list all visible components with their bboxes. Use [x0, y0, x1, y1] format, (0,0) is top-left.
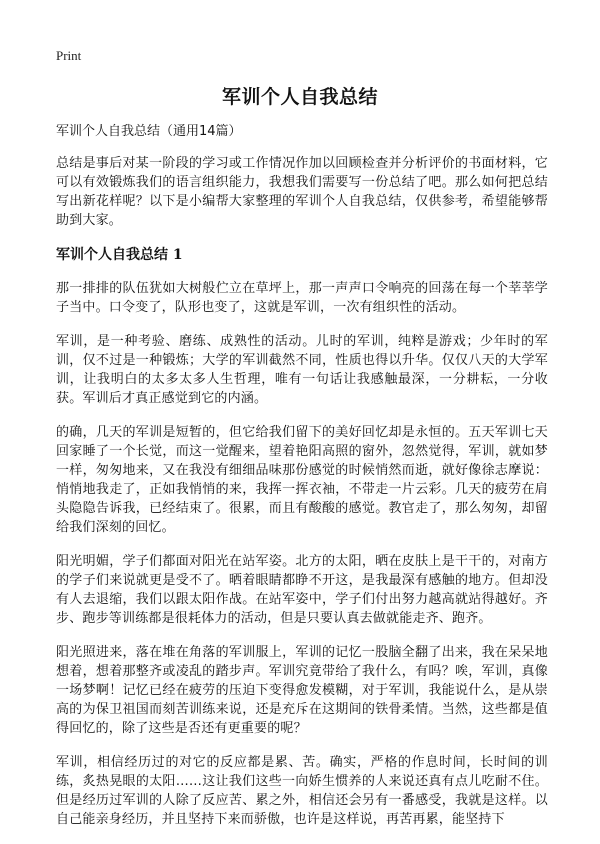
document-subtitle: 军训个人自我总结（通用14篇）	[56, 124, 242, 139]
intro-paragraph: 总结是事后对某一阶段的学习或工作情况作加以回顾检查并分析评价的书面材料，它可以有效锻炼我们的语言组织能力，我想我们需要写一份总结了吧。那么如何把总结写出新花样呢？以下是小编帮大家整理的军训个人自我总结，仅供参考，希望能够帮助到大家。	[56, 156, 548, 228]
body-paragraph: 阳光照进来，落在堆在角落的军训服上，军训的记忆一股脑全翻了出来，我在呆呆地想着，想着那整齐或凌乱的踏步声。军训究竟带给了我什么，有吗？唉，军训，真像一场梦啊！记忆已经在疲劳的压迫下变得愈发模糊，对于军训，我能说什么，是从崇高的为保卫祖国而刻苦训练来说，还是充斥在这期间的铁骨柔情。当然，这些都是值得回忆的，除了这些是否还有更重要的呢？	[56, 645, 548, 736]
section-heading: 军训个人自我总结 1	[56, 247, 183, 263]
print-link[interactable]: Print	[56, 48, 82, 63]
body-paragraph: 那一排排的队伍犹如大树般伫立在草坪上，那一声声口令响亮的回荡在每一个莘莘学子当中。口令变了，队形也变了，这就是军训，一次有组织性的活动。	[56, 281, 548, 315]
body-paragraph: 军训，相信经历过的对它的反应都是累、苦。确实，严格的作息时间，长时间的训练，炙热晃眼的太阳……这让我们这些一向娇生惯养的人来说还真有点儿吃耐不住。但是经历过军训的人除了反应苦、累之外，相信还会另有一番感受，我就是这样。以自己能亲身经历，并且坚持下来而骄傲，也许是这样说，再苦再累，能坚持下	[56, 755, 548, 827]
body-paragraph: 的确，几天的军训是短暂的，但它给我们留下的美好回忆却是永恒的。五天军训七天回家睡了一个长觉，而这一觉醒来，望着艳阳高照的窗外，忽然觉得，军训，就如梦一样，匆匆地来，又在我没有细细品味那份感觉的时候悄然而逝，就好像徐志摩说：悄悄地我走了，正如我悄悄的来，我挥一挥衣袖，不带走一片云彩。几天的疲劳在肩头隐隐告诉我，已经结束了。很累，而且有酸酸的感觉。教官走了，那么匆匆，却留给我们深刻的回忆。	[56, 425, 548, 535]
document-title: 军训个人自我总结	[221, 86, 378, 108]
body-paragraph: 阳光明媚，学子们都面对阳光在站军姿。北方的太阳，晒在皮肤上是干干的，对南方的学子们来说就更是受不了。晒着眼睛都睁不开这，是我最深有感触的地方。但却没有人去退缩，我们以跟太阳作战。在站军姿中，学子们付出努力越高就站得越好。齐步、跑步等训练都是很耗体力的活动，但是只要认真去做就能走齐、跑齐。	[56, 554, 548, 626]
body-paragraph: 军训，是一种考验、磨练、成熟性的活动。儿时的军训，纯粹是游戏；少年时的军训，仅不过是一种锻炼；大学的军训截然不同，性质也得以升华。仅仅八天的大学军训，让我明白的太多太多人生哲理，唯有一句话让我感触最深，一分耕耘，一分收获。军训后才真正感觉到它的内涵。	[56, 334, 548, 406]
document-body	[56, 122, 548, 844]
